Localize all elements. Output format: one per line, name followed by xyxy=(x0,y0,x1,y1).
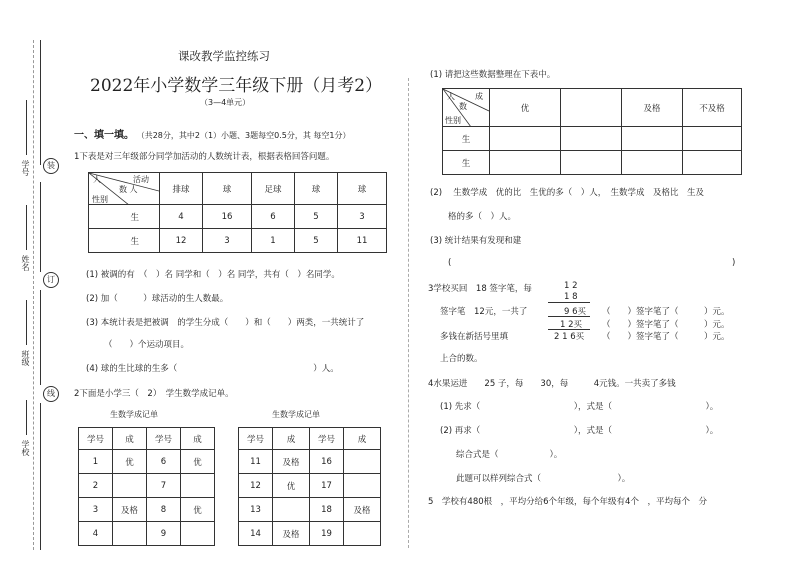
answer-cell[interactable] xyxy=(490,127,561,151)
r3-text: (3) 统计结果有发现和建 xyxy=(430,236,522,246)
table-cell: 4 xyxy=(79,522,113,546)
table-cell: 16 xyxy=(310,450,344,474)
header-cell: 及格 xyxy=(622,89,683,127)
table-row xyxy=(239,450,381,474)
row-label: 生 xyxy=(443,151,490,175)
answer-cell[interactable] xyxy=(683,127,742,151)
header-cell: 成 xyxy=(113,428,147,450)
answer-cell[interactable] xyxy=(622,127,683,151)
q4-sub4: 此题可以样列综合式（ ）。 xyxy=(456,474,631,484)
q3-line4: 上合的数。 xyxy=(440,354,483,364)
r3-open: ( xyxy=(448,258,452,268)
answer-cell[interactable] xyxy=(561,127,622,151)
table-cell: 16 xyxy=(203,205,252,229)
table-cell: 及格 xyxy=(344,498,381,522)
table-cell: 优 xyxy=(181,450,215,474)
q1-sub3b: （ ）个运动项目。 xyxy=(104,340,190,350)
table-cell: 及格 xyxy=(273,450,310,474)
table-row xyxy=(79,498,215,522)
header-cell: 成 xyxy=(344,428,381,450)
table-cell: 1 xyxy=(79,450,113,474)
binding-line-middle xyxy=(40,182,41,272)
table-cell: 及格 xyxy=(273,522,310,546)
header-cell: 球 xyxy=(203,173,252,205)
class-field[interactable] xyxy=(26,300,27,345)
page-title: 2022年小学数学三年级下册（月考2） xyxy=(90,76,383,96)
q3-answer-3: （ ）签字笔了（ ）元。 xyxy=(602,332,730,342)
unit-range: （3—4单元） xyxy=(200,98,251,107)
circle-ding: 订 xyxy=(43,272,59,288)
answer-cell[interactable] xyxy=(683,151,742,175)
header-cell: 学号 xyxy=(310,428,344,450)
header-cell: 优 xyxy=(490,89,561,127)
table-row xyxy=(443,151,742,175)
row-label: 生 xyxy=(89,205,160,229)
table-cell: 9 xyxy=(147,522,181,546)
r1-text: (1) 请把这些数据整理在下表中。 xyxy=(430,70,556,80)
table-cell: 11 xyxy=(338,229,387,253)
binding-line-lower xyxy=(40,290,41,385)
q2-intro: 2下面是小学三（ 2） 学生数学成记单。 xyxy=(74,389,234,399)
q3-frac-2: 1 8 xyxy=(564,292,578,302)
r3-close: ) xyxy=(732,258,736,268)
right-record-caption: 生数学成记单 xyxy=(272,410,320,419)
page-subtitle: 课改教学监控练习 xyxy=(178,49,270,63)
q3-line1: 3学校买回 18 签字笔，每 xyxy=(428,284,532,294)
binding-dashed-line xyxy=(33,40,34,550)
diag-gender: 性别 xyxy=(445,116,461,125)
table-cell: 优 xyxy=(113,450,147,474)
diag-count: 数 人 xyxy=(119,185,138,194)
summary-table xyxy=(442,88,742,175)
table-cell: 14 xyxy=(239,522,273,546)
table-cell: 5 xyxy=(295,205,338,229)
diag-person: 人 xyxy=(447,92,455,101)
q3-frac-5: 2 1 6买 xyxy=(554,332,585,342)
binding-line-top xyxy=(40,40,41,165)
table-row xyxy=(89,205,387,229)
q4-sub1: (1) 先求（ ），式是（ ）。 xyxy=(440,402,719,412)
table-cell: 3 xyxy=(338,205,387,229)
circle-zhuang: 装 xyxy=(43,158,59,174)
table-row xyxy=(239,522,381,546)
q3-frac-rule-2 xyxy=(548,316,590,317)
q3-answer-1: （ ）签字笔了（ ）元。 xyxy=(602,307,730,317)
q1-sub2: (2) 加（ ）球活动的生人数最。 xyxy=(86,294,229,304)
table-cell: 13 xyxy=(239,498,273,522)
activity-table-diagonal-header xyxy=(89,173,160,205)
table-row xyxy=(443,127,742,151)
table-cell: 优 xyxy=(273,474,310,498)
q3-answer-2: （ ）签字笔了（ ）元。 xyxy=(602,320,730,330)
table-cell xyxy=(344,450,381,474)
answer-cell[interactable] xyxy=(622,151,683,175)
header-cell xyxy=(561,89,622,127)
table-cell xyxy=(181,522,215,546)
summary-diagonal-header xyxy=(443,89,490,127)
r2-line1: (2) 生数学成 优的比 生优的多（ ）人， 生数学成 及格比 生及 xyxy=(430,188,704,198)
circle-xian: 线 xyxy=(43,386,59,402)
table-cell xyxy=(273,498,310,522)
q1-sub3a: (3) 本统计表是把被调 的学生分成（ ）和（ ）两类，一共统计了 xyxy=(86,318,365,328)
table-cell: 6 xyxy=(147,450,181,474)
table-cell xyxy=(344,474,381,498)
q3-frac-rule-1 xyxy=(548,302,590,303)
table-cell: 12 xyxy=(160,229,203,253)
diag-activity: 活动 xyxy=(133,175,149,184)
table-row xyxy=(239,498,381,522)
student-number-field[interactable] xyxy=(26,100,27,155)
column-divider xyxy=(408,78,409,548)
table-cell: 7 xyxy=(147,474,181,498)
row-label: 生 xyxy=(89,229,160,253)
q1-intro: 1下表是对三年级部分同学加活动的人数统计表，根据表格回答问题。 xyxy=(74,152,335,162)
row-label: 生 xyxy=(443,127,490,151)
table-cell: 17 xyxy=(310,474,344,498)
table-row xyxy=(89,229,387,253)
left-record-caption: 生数学成记单 xyxy=(110,410,158,419)
table-cell: 1 xyxy=(252,229,295,253)
name-field[interactable] xyxy=(26,205,27,250)
school-field[interactable] xyxy=(26,400,27,435)
q4-sub3: 综合式是（ ）。 xyxy=(456,450,563,460)
section1-header xyxy=(74,126,351,141)
right-record-table xyxy=(238,427,381,546)
header-cell: 球 xyxy=(295,173,338,205)
table-cell xyxy=(181,474,215,498)
diag-person: 人 xyxy=(93,175,101,184)
answer-cell[interactable] xyxy=(490,151,561,175)
table-cell: 4 xyxy=(160,205,203,229)
header-cell: 足球 xyxy=(252,173,295,205)
header-cell: 成 xyxy=(273,428,310,450)
table-cell: 优 xyxy=(181,498,215,522)
answer-cell[interactable] xyxy=(561,151,622,175)
table-cell: 18 xyxy=(310,498,344,522)
q3-line2: 签字笔 12元，一共了 xyxy=(440,307,528,317)
table-cell: 2 xyxy=(79,474,113,498)
table-cell: 及格 xyxy=(113,498,147,522)
header-cell: 不及格 xyxy=(683,89,742,127)
header-cell: 学号 xyxy=(79,428,113,450)
q3-frac-1: 1 2 xyxy=(564,281,578,291)
table-row xyxy=(79,450,215,474)
q5-intro: 5 学校有480根 ，平均分给6个年级，每个年级有4个 ，平均每个 分 xyxy=(428,497,707,507)
diag-count: 数 xyxy=(459,102,467,111)
table-cell: 19 xyxy=(310,522,344,546)
q3-frac-4: 1 2买 xyxy=(560,320,583,330)
table-row xyxy=(239,474,381,498)
header-cell: 学号 xyxy=(239,428,273,450)
header-cell: 成 xyxy=(181,428,215,450)
header-cell: 学号 xyxy=(147,428,181,450)
table-cell: 3 xyxy=(203,229,252,253)
q3-line3: 多钱在新括号里填 xyxy=(440,332,509,342)
q1-sub1: (1) 被调的有 （ ）名 同学和（ ）名 同学，共有（ ）名同学。 xyxy=(86,270,340,280)
activity-table xyxy=(88,172,387,253)
table-cell xyxy=(113,474,147,498)
table-cell: 3 xyxy=(79,498,113,522)
r2-line2: 格的多（ ）人。 xyxy=(448,212,517,222)
label-school: 学校 xyxy=(21,440,30,456)
label-name: 姓名 xyxy=(21,255,30,271)
left-record-table xyxy=(78,427,215,546)
table-row xyxy=(79,474,215,498)
q4-intro: 4水果运进 25 子，每 30，每 4元钱。一共卖了多钱 xyxy=(428,379,676,389)
header-cell: 球 xyxy=(338,173,387,205)
q1-sub4: (4) 球的生比球的生多（ ）人。 xyxy=(86,364,339,374)
q4-sub2: (2) 再求（ ），式是（ ）。 xyxy=(440,426,719,436)
table-cell: 11 xyxy=(239,450,273,474)
diag-grade: 成 xyxy=(475,92,483,101)
table-cell: 8 xyxy=(147,498,181,522)
section1-heading: 一、填一填。 xyxy=(74,130,134,141)
label-class: 班级 xyxy=(21,350,30,366)
table-cell xyxy=(113,522,147,546)
header-cell: 排球 xyxy=(160,173,203,205)
table-cell xyxy=(344,522,381,546)
table-cell: 6 xyxy=(252,205,295,229)
binding-line-bottom xyxy=(40,403,41,550)
table-row xyxy=(79,522,215,546)
section1-note: （共28分，其中2（1）小题、3题每空0.5分，其 每空1分） xyxy=(136,131,351,140)
table-cell: 5 xyxy=(295,229,338,253)
diag-gender: 性别 xyxy=(92,195,108,204)
q3-frac-3: 9 6买 xyxy=(564,307,587,317)
table-cell: 12 xyxy=(239,474,273,498)
label-student-number: 学号 xyxy=(21,160,30,176)
